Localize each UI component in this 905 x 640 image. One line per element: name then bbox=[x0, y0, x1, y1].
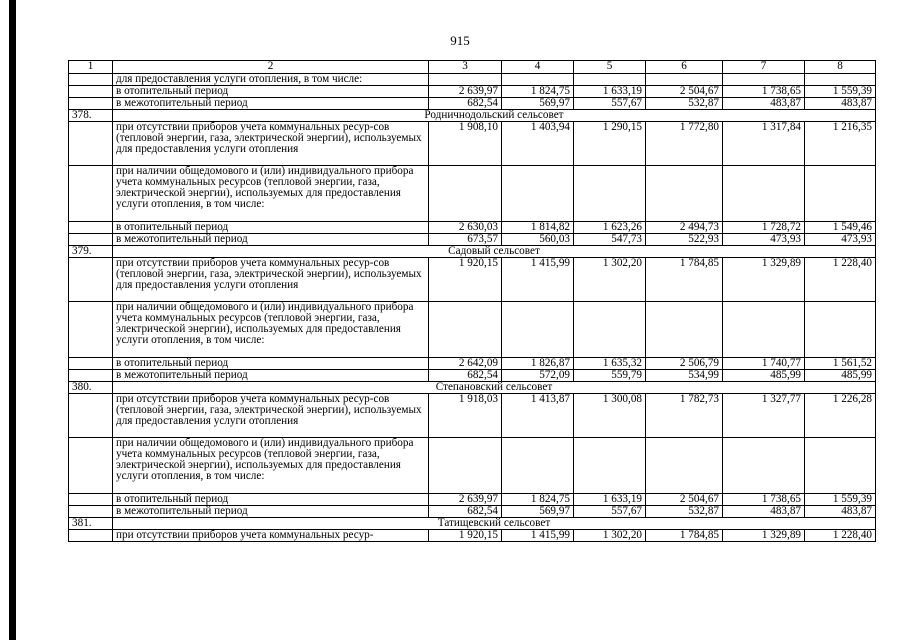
value-cell: 1 826,87 bbox=[502, 358, 574, 370]
row-description: в отопительный период bbox=[113, 494, 429, 506]
value-cell bbox=[429, 302, 502, 358]
row-description: в отопительный период bbox=[113, 222, 429, 234]
value-cell: 1 228,40 bbox=[805, 258, 876, 302]
value-cell: 1 635,32 bbox=[574, 358, 646, 370]
value-cell: 1 738,65 bbox=[723, 86, 805, 98]
value-cell: 1 228,40 bbox=[805, 530, 876, 542]
section-name: Родничнодольский сельсовет bbox=[113, 110, 876, 122]
tariff-table bbox=[68, 60, 876, 542]
table-row bbox=[69, 370, 876, 382]
value-cell: 1 559,39 bbox=[805, 494, 876, 506]
row-number-cell bbox=[69, 98, 113, 110]
value-cell: 1 772,80 bbox=[646, 122, 723, 166]
section-row bbox=[69, 110, 876, 122]
value-cell: 473,93 bbox=[805, 234, 876, 246]
column-header: 3 bbox=[429, 61, 502, 74]
value-cell bbox=[574, 438, 646, 494]
value-cell: 569,97 bbox=[502, 98, 574, 110]
value-cell bbox=[646, 302, 723, 358]
section-number: 378. bbox=[69, 110, 113, 122]
table-row bbox=[69, 98, 876, 110]
value-cell bbox=[429, 166, 502, 222]
value-cell: 557,67 bbox=[574, 506, 646, 518]
value-cell bbox=[502, 302, 574, 358]
row-description: в межотопительный период bbox=[113, 370, 429, 382]
value-cell: 1 633,19 bbox=[574, 86, 646, 98]
table-row bbox=[69, 166, 876, 222]
value-cell: 1 216,35 bbox=[805, 122, 876, 166]
value-cell: 682,54 bbox=[429, 370, 502, 382]
column-header: 4 bbox=[502, 61, 574, 74]
row-description: в межотопительный период bbox=[113, 506, 429, 518]
table-row bbox=[69, 494, 876, 506]
binding-edge-bar bbox=[9, 0, 16, 640]
value-cell: 1 226,28 bbox=[805, 394, 876, 438]
row-number-cell bbox=[69, 394, 113, 438]
value-cell bbox=[574, 166, 646, 222]
table-row bbox=[69, 222, 876, 234]
table-row bbox=[69, 530, 876, 542]
row-description: при наличии общедомового и (или) индивидуального прибора учета коммунальных ресурсов (тепловой энергии, газа, электрической энергии), используемых для предоставления услуги отопления, в том числе: bbox=[113, 302, 429, 358]
value-cell: 1 329,89 bbox=[723, 530, 805, 542]
column-header-row bbox=[69, 61, 876, 74]
table-row bbox=[69, 258, 876, 302]
value-cell: 1 738,65 bbox=[723, 494, 805, 506]
row-number-cell bbox=[69, 438, 113, 494]
column-header: 8 bbox=[805, 61, 876, 74]
row-number-cell bbox=[69, 302, 113, 358]
table-row bbox=[69, 74, 876, 86]
section-number: 379. bbox=[69, 246, 113, 258]
value-cell: 2 642,09 bbox=[429, 358, 502, 370]
value-cell: 560,03 bbox=[502, 234, 574, 246]
row-description: при наличии общедомового и (или) индивидуального прибора учета коммунальных ресурсов (тепловой энергии, газа, электрической энергии), используемых для предоставления услуги отопления, в том числе: bbox=[113, 166, 429, 222]
value-cell bbox=[723, 438, 805, 494]
value-cell: 485,99 bbox=[723, 370, 805, 382]
table-row bbox=[69, 122, 876, 166]
value-cell: 1 559,39 bbox=[805, 86, 876, 98]
value-cell: 473,93 bbox=[723, 234, 805, 246]
value-cell: 2 639,97 bbox=[429, 494, 502, 506]
value-cell bbox=[574, 74, 646, 86]
value-cell: 2 630,03 bbox=[429, 222, 502, 234]
table-row bbox=[69, 234, 876, 246]
column-header: 2 bbox=[113, 61, 429, 74]
row-number-cell bbox=[69, 506, 113, 518]
value-cell: 1 403,94 bbox=[502, 122, 574, 166]
section-row bbox=[69, 246, 876, 258]
value-cell: 1 549,46 bbox=[805, 222, 876, 234]
value-cell bbox=[429, 438, 502, 494]
value-cell: 1 327,77 bbox=[723, 394, 805, 438]
table-body bbox=[69, 61, 876, 542]
value-cell: 522,93 bbox=[646, 234, 723, 246]
table-row bbox=[69, 86, 876, 98]
row-number-cell bbox=[69, 166, 113, 222]
value-cell: 682,54 bbox=[429, 98, 502, 110]
row-number-cell bbox=[69, 122, 113, 166]
column-header: 7 bbox=[723, 61, 805, 74]
value-cell: 1 728,72 bbox=[723, 222, 805, 234]
row-description: при отсутствии приборов учета коммунальных ресур-сов (тепловой энергии, газа, электрической энергии), используемых для предоставления услуги отопления bbox=[113, 122, 429, 166]
value-cell: 1 300,08 bbox=[574, 394, 646, 438]
value-cell: 483,87 bbox=[805, 98, 876, 110]
value-cell bbox=[646, 438, 723, 494]
value-cell: 1 561,52 bbox=[805, 358, 876, 370]
table-row bbox=[69, 506, 876, 518]
row-description: при отсутствии приборов учета коммунальных ресур- bbox=[113, 530, 429, 542]
value-cell: 2 506,79 bbox=[646, 358, 723, 370]
section-name: Степановский сельсовет bbox=[113, 382, 876, 394]
row-number-cell bbox=[69, 530, 113, 542]
value-cell: 1 920,15 bbox=[429, 258, 502, 302]
value-cell: 1 814,82 bbox=[502, 222, 574, 234]
value-cell: 1 920,15 bbox=[429, 530, 502, 542]
section-row bbox=[69, 382, 876, 394]
row-description: в отопительный период bbox=[113, 358, 429, 370]
row-description: в межотопительный период bbox=[113, 234, 429, 246]
row-number-cell bbox=[69, 86, 113, 98]
value-cell: 483,87 bbox=[723, 98, 805, 110]
table-row bbox=[69, 438, 876, 494]
value-cell: 1 329,89 bbox=[723, 258, 805, 302]
value-cell: 2 494,73 bbox=[646, 222, 723, 234]
value-cell bbox=[646, 74, 723, 86]
row-description: в межотопительный период bbox=[113, 98, 429, 110]
value-cell bbox=[502, 166, 574, 222]
section-number: 380. bbox=[69, 382, 113, 394]
value-cell bbox=[502, 74, 574, 86]
value-cell bbox=[805, 438, 876, 494]
row-number-cell bbox=[69, 494, 113, 506]
value-cell bbox=[723, 302, 805, 358]
value-cell: 572,09 bbox=[502, 370, 574, 382]
value-cell: 673,57 bbox=[429, 234, 502, 246]
value-cell: 1 824,75 bbox=[502, 86, 574, 98]
value-cell: 1 633,19 bbox=[574, 494, 646, 506]
value-cell: 2 639,97 bbox=[429, 86, 502, 98]
value-cell: 485,99 bbox=[805, 370, 876, 382]
value-cell bbox=[805, 302, 876, 358]
row-number-cell bbox=[69, 258, 113, 302]
section-number: 381. bbox=[69, 518, 113, 530]
value-cell: 1 784,85 bbox=[646, 530, 723, 542]
column-header: 6 bbox=[646, 61, 723, 74]
value-cell: 1 824,75 bbox=[502, 494, 574, 506]
row-number-cell bbox=[69, 370, 113, 382]
row-number-cell bbox=[69, 234, 113, 246]
value-cell bbox=[574, 302, 646, 358]
row-description: при отсутствии приборов учета коммунальных ресур-сов (тепловой энергии, газа, электрической энергии), используемых для предоставления услуги отопления bbox=[113, 394, 429, 438]
value-cell: 1 302,20 bbox=[574, 530, 646, 542]
value-cell: 557,67 bbox=[574, 98, 646, 110]
value-cell: 2 504,67 bbox=[646, 86, 723, 98]
value-cell: 532,87 bbox=[646, 98, 723, 110]
section-name: Садовый сельсовет bbox=[113, 246, 876, 258]
value-cell: 1 623,26 bbox=[574, 222, 646, 234]
value-cell: 534,99 bbox=[646, 370, 723, 382]
value-cell: 532,87 bbox=[646, 506, 723, 518]
column-header: 5 bbox=[574, 61, 646, 74]
table-row bbox=[69, 394, 876, 438]
row-description: для предоставления услуги отопления, в том числе: bbox=[113, 74, 429, 86]
value-cell bbox=[805, 166, 876, 222]
value-cell: 1 918,03 bbox=[429, 394, 502, 438]
row-number-cell bbox=[69, 222, 113, 234]
page-number: 915 bbox=[450, 33, 470, 48]
value-cell: 547,73 bbox=[574, 234, 646, 246]
value-cell: 483,87 bbox=[723, 506, 805, 518]
value-cell: 2 504,67 bbox=[646, 494, 723, 506]
row-description: при отсутствии приборов учета коммунальных ресур-сов (тепловой энергии, газа, электрической энергии), используемых для предоставления услуги отопления bbox=[113, 258, 429, 302]
section-name: Татищевский сельсовет bbox=[113, 518, 876, 530]
table-row bbox=[69, 358, 876, 370]
row-description: при наличии общедомового и (или) индивидуального прибора учета коммунальных ресурсов (тепловой энергии, газа, электрической энергии), используемых для предоставления услуги отопления, в том числе: bbox=[113, 438, 429, 494]
section-row bbox=[69, 518, 876, 530]
value-cell: 1 302,20 bbox=[574, 258, 646, 302]
value-cell: 569,97 bbox=[502, 506, 574, 518]
value-cell bbox=[723, 74, 805, 86]
value-cell: 1 740,77 bbox=[723, 358, 805, 370]
value-cell: 1 415,99 bbox=[502, 258, 574, 302]
value-cell: 682,54 bbox=[429, 506, 502, 518]
value-cell: 1 317,84 bbox=[723, 122, 805, 166]
value-cell: 483,87 bbox=[805, 506, 876, 518]
value-cell: 1 784,85 bbox=[646, 258, 723, 302]
value-cell: 1 413,87 bbox=[502, 394, 574, 438]
value-cell bbox=[429, 74, 502, 86]
value-cell: 559,79 bbox=[574, 370, 646, 382]
value-cell: 1 782,73 bbox=[646, 394, 723, 438]
value-cell bbox=[502, 438, 574, 494]
value-cell bbox=[805, 74, 876, 86]
value-cell bbox=[646, 166, 723, 222]
value-cell: 1 415,99 bbox=[502, 530, 574, 542]
row-number-cell bbox=[69, 74, 113, 86]
value-cell: 1 290,15 bbox=[574, 122, 646, 166]
value-cell bbox=[723, 166, 805, 222]
value-cell: 1 908,10 bbox=[429, 122, 502, 166]
column-header: 1 bbox=[69, 61, 113, 74]
row-description: в отопительный период bbox=[113, 86, 429, 98]
row-number-cell bbox=[69, 358, 113, 370]
table-row bbox=[69, 302, 876, 358]
